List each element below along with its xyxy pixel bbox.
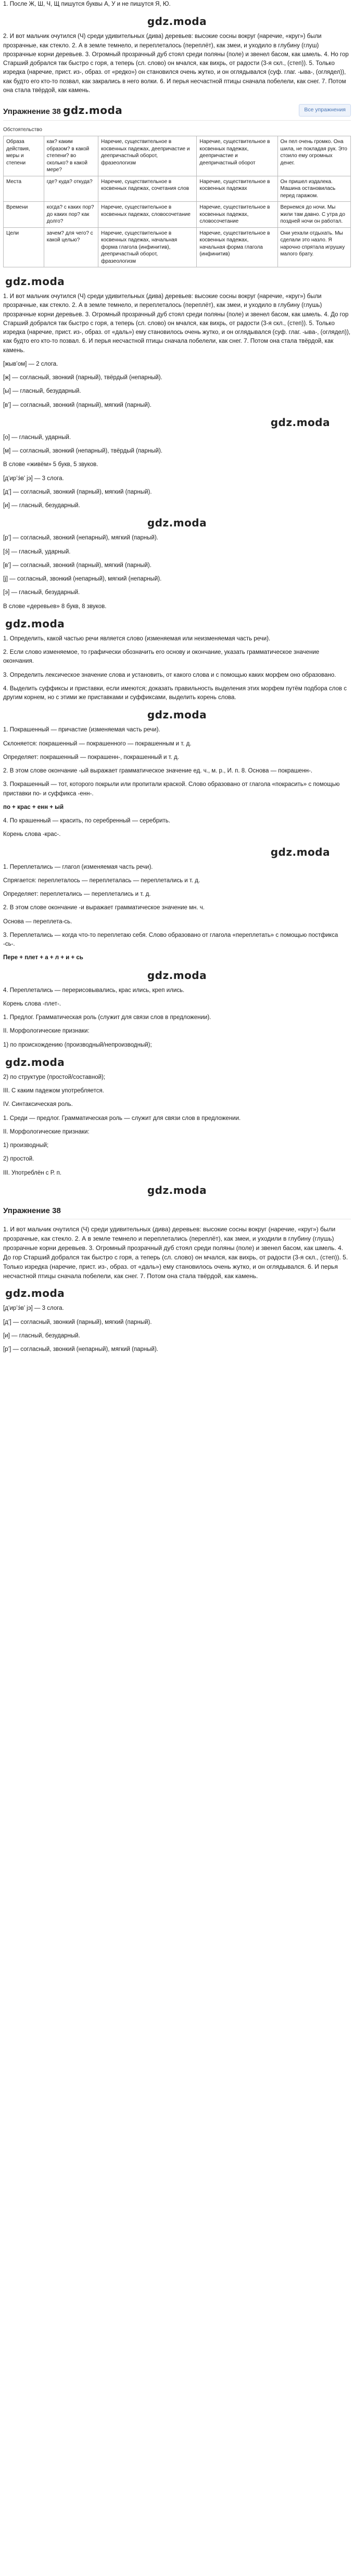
morpheme-formula: Перe + плет + а + л + и + сь	[3, 955, 83, 961]
paragraph: [ы] — гласный, безударный.	[3, 388, 81, 395]
table-cell: Наречие, существительное в косвенных падежах, сочетания слов	[98, 176, 197, 202]
paragraph: 1. Покрашенный — причастие (изменяемая часть речи).	[3, 727, 160, 733]
paragraph: [э́] — гласный, ударный.	[3, 548, 71, 555]
paragraph: 1. Предлог. Грамматическая роль (служит для связи слов в предложении).	[3, 1014, 211, 1021]
table-cell: Цели	[4, 227, 44, 267]
paragraph: [в’] — согласный, звонкий (парный), мягкий (парный).	[3, 402, 151, 408]
paragraph: [в’] — согласный, звонкий (парный), мягкий (парный).	[3, 562, 151, 569]
paragraph: 4. Выделить суффиксы и приставки, если имеются; доказать правильность выделения этих морфем путём подбора слов с другим корнем, но с этими же приставками и суффиксами, выделить корень слова.	[3, 685, 347, 701]
table-cell: Наречие, существительное в косвенных падежах, деепричастие и деепричастный оборот	[197, 136, 277, 176]
table-cell: Вернемся до ночи. Мы жили там давно. С утра до поздней ночи он работал.	[277, 202, 351, 228]
table-cell: Наречие, существительное в косвенных падежах, деепричастие и деепричастный оборот, фразеологизм	[98, 136, 197, 176]
paragraph: Склоняется: покрашенный — покрашенного — покрашенным и т. д.	[3, 740, 192, 747]
watermark: gdz.moda	[147, 517, 207, 530]
paragraph: [р’] — согласный, звонкий (непарный), мягкий (парный).	[3, 535, 158, 542]
paragraph: 1. Среди — предлог. Грамматическая роль — служит для связи слов в предложении.	[3, 1115, 241, 1122]
watermark: gdz.moda	[147, 709, 207, 722]
exercise-title: Упражнение 38 gdz.moda	[3, 104, 123, 117]
paragraph: 3. Переплетались — когда что-то переплетаю себя. Слово образовано от глагола «переплетать» с помощью постфикса -сь-.	[3, 932, 338, 947]
paragraph: 2) простой.	[3, 1156, 34, 1163]
paragraph: 2. И вот мальчик очутился (Ч) среди удивительных (дива) деревьев: высокие сосны вокруг (наречие, «круг») были прозрачные, как стекло. 2. А в земле темнело, и переплеталось (переплёт), как змеи, и уходило в глубину (глуш) прозрачные корни деревьев. 3. Огромный прозрачный дуб стоял среди поляны (поле) и звенел басом, как шмель. 4. Но гор Старший добрался так быстро с горя, а теперь (сл. слово) он мчался, как вихрь, от радости (3-я скл., (степ)). 5. Только изредка (наречие, прист. из-, образ. от «редко») он становился очень жутко, и он оглядывался (суф. глаг. -ыва-, (оглядел)), как будто его кто-то позвал, как закрались в него волки. 6. И перья несчастной птицы сначала побелели, как снег. 7. Потом она стала твёрдой, как камень.	[3, 33, 349, 94]
paragraph: Корень слова -плет-.	[3, 1000, 61, 1007]
paragraph: [э] — гласный, безударный.	[3, 589, 80, 596]
table-row	[4, 202, 351, 228]
watermark: gdz.moda	[5, 275, 65, 288]
table-cell: Места	[4, 176, 44, 202]
watermark: gdz.moda	[270, 845, 330, 858]
paragraph: 2) по структуре (простой/составной);	[3, 1074, 106, 1080]
watermark: gdz.moda	[147, 1183, 207, 1196]
exercise-title: Упражнение 38	[3, 1206, 61, 1215]
paragraph: Корень слова -крас-.	[3, 831, 61, 838]
table-cell: Наречие, существительное в косвенных падежах, начальная форма глагола (инфинитив)	[197, 227, 277, 267]
table-cell: Образа действия, меры и степени	[4, 136, 44, 176]
watermark: gdz.moda	[5, 1287, 65, 1300]
paragraph: [j] — согласный, звонкий (непарный), мягкий (непарный).	[3, 576, 162, 582]
paragraph: Определяет: покрашенный — покрашенн-, покрашенный и т. д.	[3, 754, 179, 761]
paragraph: [ж] — согласный, звонкий (парный), твёрдый (непарный).	[3, 375, 162, 381]
table-cell: где? куда? откуда?	[44, 176, 98, 202]
paragraph: 1. После Ж, Ш, Ч, Щ пишутся буквы А, У и не пишутся Я, Ю.	[3, 1, 171, 7]
table-cell: Наречие, существительное в косвенных падежах, словосочетание	[98, 202, 197, 228]
watermark: gdz.moda	[5, 617, 65, 630]
table-cell: Наречие, существительное в косвенных падежах, начальная форма глагола (инфинитив), деепричастный оборот, фразеологизм	[98, 227, 197, 267]
watermark: gdz.moda	[5, 1055, 65, 1068]
paragraph: 1. И вот мальчик очутился (Ч) среди удивительных (дива) деревьев: высокие сосны вокруг (наречие, «круг») были прозрачные, как стекло. 2. А в земле темнело и переплетались (переплёт), как змеи, и уходили в глубину (глушь) прозрачные корни деревьев. 3. Огромный прозрачный дуб стоял среди поляны (поле) и звенел басом, как шмель. 4. До гор Старший добрался так быстро с горя, а теперь (сл. слово) он мчался, как вихрь, от радости (3-я скл., (степ)). 5. Только изредка (наречие, прист. из-, образ. от «даль») ему становилось очень жутко, и он оглядывался. 6. И перья несчастной птицы сначала побелели, как снег. 7. Потом она стала твёрдой, как камень.	[3, 1226, 348, 1280]
exercise-37	[3, 0, 351, 95]
paragraph: 1) по происхождению (производный/непроизводный);	[3, 1041, 152, 1048]
paragraph: 1. Переплетались — глагол (изменяемая часть речи).	[3, 864, 153, 870]
paragraph: [м] — согласный, звонкий (непарный), твёрдый (парный).	[3, 448, 163, 454]
table-cell: как? каким образом? в какой степени? во сколько? в какой мере?	[44, 136, 98, 176]
paragraph: 1. Определить, какой частью речи является слово (изменяемая или неизменяемая часть речи).	[3, 635, 271, 642]
table-caption: Обстоятельство	[3, 127, 42, 133]
paragraph: 1. И вот мальчик очутился (Ч) среди удивительных (дива) деревьев: высокие сосны вокруг (наречие, «круг») были прозрачные, как стекло. 2. А в земле темнело, и переплеталось (переплёт), как змеи, и уходило в глубину (глушь) прозрачные корни деревьев. 3. Огромный прозрачный дуб стоял среди поляны (поле) и звенел басом, как шмель. 4. До гор Старший добрался так быстро с горя, а теперь (сл. слово) он мчался, как вихрь, от радости (3-я скл., (степ)). 5. Только изредка (наречие, прист. из-, образ. от «даль») ему становилось очень жутко, и он оглядывался (суф. глаг. -ыва-, (оглядел)), как будто его кто-то позвал. 6. И перья несчастной птицы сначала побелели, как снег. 7. Потом она стала твёрдой, как камень.	[3, 293, 351, 354]
paragraph: [д’] — согласный, звонкий (парный), мягкий (парный).	[3, 488, 152, 495]
paragraph: 2. Если слово изменяемое, то графически обозначить его основу и окончание, указать грамматическое значение окончания.	[3, 649, 320, 665]
paragraph: [и] — гласный, безударный.	[3, 503, 80, 509]
paragraph: 3. Покрашенный — тот, которого покрыли или пропитали краской. Слово образовано от глагола «покрасить» с помощью приставки по- и суффикса -енн-.	[3, 781, 340, 797]
all-exercises-button[interactable]: Все упражнения	[299, 104, 351, 117]
paragraph: [д’] — согласный, звонкий (парный), мягкий (парный).	[3, 1319, 152, 1325]
table-row	[4, 136, 351, 176]
paragraph: III. С каким падежом употребляется.	[3, 1088, 104, 1094]
exercise-38-repeat	[3, 1205, 351, 1355]
paragraph: Спрягается: переплеталось — переплеталась — переплетались и т. д.	[3, 877, 200, 884]
paragraph: [и] — гласный, безударный.	[3, 1332, 80, 1339]
watermark: gdz.moda	[270, 416, 330, 429]
table-cell: Он пришел издалека. Машина остановилась перед гаражом.	[277, 176, 351, 202]
paragraph: В слове «живём» 5 букв, 5 звуков.	[3, 461, 98, 468]
paragraph: [д’ир’э́в’ jэ] — 3 слога.	[3, 1305, 64, 1312]
paragraph: В слове «деревьев» 8 букв, 8 звуков.	[3, 603, 107, 610]
exercise-38	[3, 102, 351, 1198]
paragraph: [о] — гласный, ударный.	[3, 434, 71, 441]
paragraph: [р’] — согласный, звонкий (непарный), мягкий (парный).	[3, 1346, 158, 1353]
table-row	[4, 176, 351, 202]
paragraph: II. Морфологические признаки:	[3, 1128, 90, 1135]
circumstance-table	[3, 136, 351, 267]
table-cell: Наречие, существительное в косвенных падежах, словосочетание	[197, 202, 277, 228]
paragraph: Определяет: переплетались — переплетались и т. д.	[3, 891, 151, 897]
paragraph: Основа — переплета-сь.	[3, 918, 72, 925]
exercise-header	[3, 102, 351, 121]
table-cell: Наречие, существительное в косвенных падежах	[197, 176, 277, 202]
paragraph: III. Употреблён с Р. п.	[3, 1169, 62, 1176]
table-cell: Времени	[4, 202, 44, 228]
paragraph: 2. В этом слове окончание -и выражает грамматическое значение мн. ч.	[3, 905, 205, 911]
paragraph: 1) производный;	[3, 1142, 49, 1149]
morpheme-formula: по + крас + енн + ый	[3, 804, 64, 810]
paragraph: [жыв’ом] — 2 слога.	[3, 360, 58, 367]
paragraph: II. Морфологические признаки:	[3, 1028, 90, 1035]
watermark: gdz.moda	[147, 15, 207, 28]
paragraph: 2. В этом слове окончание -ый выражает грамматическое значение ед. ч., м. р., И. п. 8. Основа — покрашенн-.	[3, 768, 313, 774]
exercise-header	[3, 1205, 351, 1220]
table-cell: Они уехали отдыхать. Мы сделали это назло. Я нарочно спрятала игрушку малого брату.	[277, 227, 351, 267]
table-cell: Он пел очень громко. Она шила, не покладая рук. Это стоило ему огромных денег.	[277, 136, 351, 176]
paragraph: 4. По крашенный — красить, по серебренный — серебрить.	[3, 818, 170, 824]
paragraph: 3. Определить лексическое значение слова и установить, от какого слова и с помощью каких морфем оно образовано.	[3, 672, 336, 678]
table-cell: когда? с каких пор? до каких пор? как долго?	[44, 202, 98, 228]
paragraph: IV. Синтаксическая роль.	[3, 1101, 73, 1108]
paragraph: 4. Перeплетались — перерисовывались, крас ились, креп ились.	[3, 987, 185, 994]
paragraph: [д’ир’э́в’ jэ] — 3 слога.	[3, 475, 64, 482]
watermark: gdz.moda	[63, 104, 123, 117]
watermark: gdz.moda	[147, 969, 207, 982]
table-cell: зачем? для чего? с какой целью?	[44, 227, 98, 267]
table-row	[4, 227, 351, 267]
